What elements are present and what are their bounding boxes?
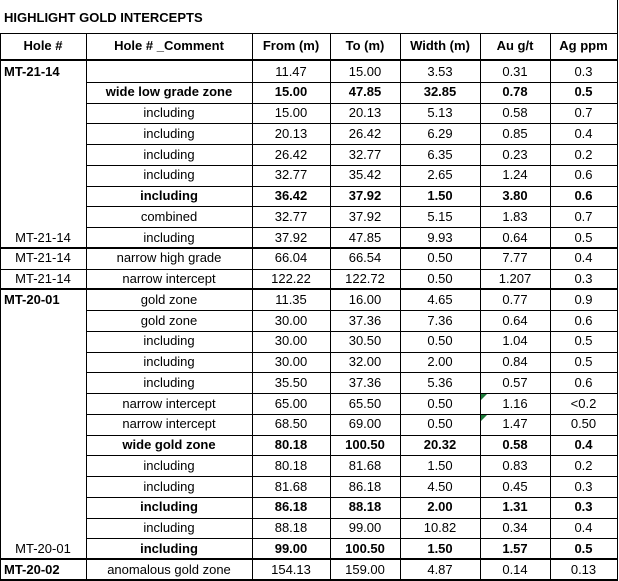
cell-comment: including — [143, 105, 195, 120]
row-line — [0, 247, 618, 249]
cell-hole: MT-21-14 — [15, 271, 71, 286]
cell-to: 81.68 — [348, 457, 382, 473]
cell-to: 159.00 — [345, 561, 385, 577]
cell-from: 35.50 — [274, 374, 308, 390]
cell-hole — [0, 311, 86, 332]
cell-width: 1.50 — [427, 188, 453, 203]
cell-from: 68.50 — [274, 416, 308, 432]
cell-au-gt: 0.85 — [502, 125, 528, 141]
row-line — [86, 331, 618, 332]
cell-to: 26.42 — [348, 125, 382, 141]
cell-ag-ppm: 0.9 — [574, 291, 593, 307]
cell-hole: MT-21-14 — [15, 229, 71, 245]
row-line — [86, 123, 618, 124]
row-line — [86, 82, 618, 83]
header-width: Width (m) — [410, 38, 470, 53]
cell-ag-ppm: <0.2 — [570, 395, 597, 411]
cell-width: 2.00 — [427, 354, 453, 369]
cell-to: 37.36 — [348, 312, 382, 328]
cell-width: 9.93 — [427, 229, 453, 245]
cell-width: 2.00 — [427, 499, 453, 515]
cell-comment: narrow intercept — [122, 395, 216, 411]
row-line — [86, 227, 618, 228]
cell-ag-ppm: 0.3 — [574, 271, 593, 286]
cell-au-gt: 0.84 — [502, 354, 528, 369]
cell-to: 37.36 — [348, 374, 382, 390]
cell-ag-ppm: 0.5 — [574, 540, 593, 556]
cell-to: 99.00 — [348, 520, 382, 535]
cell-ag-ppm: 0.3 — [574, 478, 593, 494]
cell-to: 65.50 — [348, 395, 382, 411]
cell-comment: gold zone — [140, 312, 198, 328]
cell-comment: including — [140, 188, 198, 203]
cell-au-gt: 0.57 — [502, 374, 528, 390]
cell-from: 99.00 — [274, 540, 308, 556]
cell-to: 69.00 — [348, 416, 382, 432]
cell-to: 20.13 — [348, 105, 382, 120]
row-line — [86, 476, 618, 477]
cell-from: 30.00 — [274, 354, 308, 369]
cell-hole — [0, 518, 86, 539]
cell-ag-ppm: 0.6 — [574, 374, 593, 390]
cell-width: 4.65 — [427, 291, 453, 307]
cell-ag-ppm: 0.13 — [570, 561, 597, 577]
header-ag-ppm: Ag ppm — [559, 38, 608, 53]
cell-comment: including — [143, 333, 195, 349]
cell-width: 10.82 — [423, 520, 457, 535]
cell-ag-ppm: 0.5 — [574, 354, 593, 369]
cell-au-gt: 0.58 — [502, 105, 528, 120]
cell-au-gt: 0.31 — [502, 63, 528, 79]
cell-to: 32.77 — [348, 146, 382, 162]
cell-ag-ppm: 0.7 — [574, 105, 593, 120]
row-line — [86, 372, 618, 373]
cell-width: 1.50 — [427, 457, 453, 473]
cell-comment: including — [140, 540, 198, 556]
header-comment: Hole # _Comment — [114, 38, 224, 53]
cell-from: 37.92 — [274, 229, 308, 245]
cell-from: 80.18 — [274, 457, 308, 473]
cell-comment — [86, 62, 252, 83]
cell-width: 5.36 — [427, 374, 453, 390]
cell-comment: including — [143, 125, 195, 141]
cell-from: 86.18 — [274, 499, 308, 515]
cell-hole — [0, 207, 86, 228]
cell-hole — [0, 186, 86, 207]
cell-to: 66.54 — [348, 250, 382, 266]
cell-hole: MT-20-01 — [4, 291, 60, 307]
cell-width: 6.35 — [427, 146, 453, 162]
cell-comment: including — [143, 167, 195, 183]
cell-comment: including — [140, 499, 198, 515]
row-line — [86, 352, 618, 353]
cell-from: 15.00 — [274, 84, 308, 100]
cell-comment: including — [143, 457, 195, 473]
cell-note-marker-icon — [481, 394, 487, 400]
cell-au-gt: 1.57 — [502, 540, 528, 556]
cell-to: 100.50 — [345, 540, 385, 556]
cell-from: 65.00 — [274, 395, 308, 411]
sheet-title: HIGHLIGHT GOLD INTERCEPTS — [4, 10, 203, 25]
cell-au-gt: 1.31 — [502, 499, 528, 515]
cell-width: 4.87 — [427, 561, 453, 577]
cell-hole: MT-21-14 — [4, 63, 60, 79]
row-line — [86, 538, 618, 539]
cell-comment: including — [143, 229, 195, 245]
cell-from: 20.13 — [274, 125, 308, 141]
cell-from: 122.22 — [271, 271, 311, 286]
cell-hole — [0, 331, 86, 352]
cell-from: 154.13 — [271, 561, 311, 577]
header-au-gt: Au g/t — [496, 38, 534, 53]
row-line — [86, 414, 618, 415]
cell-from: 36.42 — [274, 188, 308, 203]
cell-comment: narrow intercept — [122, 416, 216, 432]
cell-hole — [0, 82, 86, 103]
row-line — [86, 518, 618, 519]
col-line — [617, 0, 618, 33]
cell-comment: wide low grade zone — [105, 84, 233, 100]
cell-to: 47.85 — [348, 84, 382, 100]
cell-width: 2.65 — [427, 167, 453, 183]
cell-to: 16.00 — [348, 291, 382, 307]
cell-comment: including — [143, 478, 195, 494]
cell-au-gt: 1.207 — [498, 271, 532, 286]
cell-hole — [0, 497, 86, 518]
cell-comment: gold zone — [140, 291, 198, 307]
cell-ag-ppm: 0.5 — [574, 84, 593, 100]
cell-width: 4.50 — [427, 478, 453, 494]
row-line — [0, 269, 86, 270]
cell-width: 0.50 — [427, 416, 453, 432]
cell-width: 0.50 — [427, 271, 453, 286]
cell-comment: including — [143, 520, 195, 535]
cell-hole — [0, 124, 86, 145]
cell-from: 81.68 — [274, 478, 308, 494]
cell-to: 35.42 — [348, 167, 382, 183]
col-line — [0, 33, 1, 580]
cell-to: 37.92 — [348, 188, 382, 203]
cell-au-gt: 0.58 — [502, 437, 528, 452]
row-line — [86, 393, 618, 394]
cell-comment: anomalous gold zone — [107, 561, 231, 577]
cell-ag-ppm: 0.4 — [574, 250, 593, 266]
row-line — [0, 288, 618, 290]
cell-au-gt: 7.77 — [502, 250, 528, 266]
cell-au-gt: 0.64 — [502, 312, 528, 328]
cell-comment: narrow intercept — [122, 271, 216, 286]
cell-to: 100.50 — [345, 437, 385, 452]
row-line — [86, 186, 618, 187]
header-to: To (m) — [345, 38, 385, 53]
cell-hole — [0, 435, 86, 456]
cell-hole — [0, 456, 86, 477]
cell-ag-ppm: 0.2 — [574, 457, 593, 473]
cell-to: 47.85 — [348, 229, 382, 245]
cell-from: 88.18 — [274, 520, 308, 535]
cell-width: 3.53 — [427, 63, 453, 79]
cell-au-gt: 0.14 — [502, 561, 528, 577]
header-hole: Hole # — [23, 38, 63, 53]
row-line — [86, 455, 618, 456]
cell-ag-ppm: 0.2 — [574, 146, 593, 162]
cell-ag-ppm: 0.6 — [574, 167, 593, 183]
cell-ag-ppm: 0.7 — [574, 208, 593, 224]
cell-ag-ppm: 0.50 — [570, 416, 597, 432]
cell-au-gt: 1.04 — [502, 333, 528, 349]
cell-from: 32.77 — [274, 208, 308, 224]
cell-comment: combined — [140, 208, 198, 224]
row-line — [0, 33, 618, 34]
cell-ag-ppm: 0.4 — [574, 520, 593, 535]
cell-hole — [0, 373, 86, 394]
cell-au-gt: 3.80 — [502, 188, 528, 203]
cell-ag-ppm: 0.6 — [574, 188, 593, 203]
row-line — [86, 165, 618, 166]
cell-width: 0.50 — [427, 250, 453, 266]
cell-hole — [0, 165, 86, 186]
cell-width: 5.13 — [427, 105, 453, 120]
cell-width: 6.29 — [427, 125, 453, 141]
cell-comment: including — [143, 374, 195, 390]
row-line — [86, 206, 618, 207]
header-from: From (m) — [262, 38, 320, 53]
cell-hole — [0, 394, 86, 415]
cell-to: 37.92 — [348, 208, 382, 224]
cell-from: 30.00 — [274, 333, 308, 349]
cell-hole: MT-20-01 — [15, 540, 71, 556]
cell-au-gt: 0.78 — [502, 84, 528, 100]
cell-au-gt: 0.77 — [502, 291, 528, 307]
cell-from: 30.00 — [274, 312, 308, 328]
cell-from: 11.47 — [275, 63, 307, 79]
cell-ag-ppm: 0.3 — [574, 499, 593, 515]
cell-to: 88.18 — [348, 499, 382, 515]
cell-au-gt: 0.83 — [502, 457, 528, 473]
cell-au-gt: 0.34 — [502, 520, 528, 535]
cell-width: 7.36 — [427, 312, 453, 328]
cell-ag-ppm: 0.3 — [574, 63, 593, 79]
row-line — [86, 435, 618, 436]
row-line — [0, 59, 618, 61]
cell-hole — [0, 477, 86, 498]
cell-au-gt: 0.23 — [502, 146, 528, 162]
row-line — [86, 497, 618, 498]
cell-width: 0.50 — [427, 333, 453, 349]
cell-ag-ppm: 0.6 — [574, 312, 593, 328]
cell-ag-ppm: 0.4 — [574, 437, 593, 452]
cell-from: 15.00 — [274, 105, 308, 120]
cell-au-gt: 1.47 — [502, 416, 528, 432]
cell-hole — [0, 414, 86, 435]
cell-from: 80.18 — [274, 437, 308, 452]
cell-ag-ppm: 0.5 — [574, 333, 593, 349]
cell-width: 20.32 — [423, 437, 457, 452]
cell-width: 0.50 — [427, 395, 453, 411]
cell-hole — [0, 103, 86, 124]
cell-to: 32.00 — [348, 354, 382, 369]
cell-from: 26.42 — [274, 146, 308, 162]
cell-au-gt: 0.45 — [502, 478, 528, 494]
row-line — [86, 310, 618, 311]
cell-to: 30.50 — [348, 333, 382, 349]
cell-note-marker-icon — [481, 415, 487, 421]
cell-au-gt: 1.16 — [502, 395, 528, 411]
cell-ag-ppm: 0.5 — [574, 229, 593, 245]
cell-comment: including — [143, 354, 195, 369]
cell-width: 1.50 — [427, 540, 453, 556]
cell-hole: MT-21-14 — [15, 250, 71, 266]
cell-hole — [0, 352, 86, 373]
cell-to: 86.18 — [348, 478, 382, 494]
cell-comment: wide gold zone — [122, 437, 216, 452]
cell-to: 15.00 — [348, 63, 382, 79]
cell-from: 66.04 — [274, 250, 308, 266]
row-line — [86, 144, 618, 145]
cell-au-gt: 1.83 — [502, 208, 528, 224]
cell-comment: narrow high grade — [116, 250, 222, 266]
cell-from: 11.35 — [275, 291, 307, 307]
row-line — [86, 269, 618, 270]
row-line — [0, 579, 618, 581]
cell-width: 5.15 — [427, 208, 453, 224]
cell-au-gt: 0.64 — [502, 229, 528, 245]
row-line — [86, 103, 618, 104]
cell-hole — [0, 145, 86, 166]
row-line — [0, 558, 618, 560]
cell-comment: including — [143, 146, 195, 162]
cell-au-gt: 1.24 — [502, 167, 528, 183]
cell-width: 32.85 — [423, 84, 457, 100]
cell-ag-ppm: 0.4 — [574, 125, 593, 141]
cell-hole: MT-20-02 — [4, 561, 60, 577]
cell-to: 122.72 — [345, 271, 385, 286]
cell-from: 32.77 — [274, 167, 308, 183]
